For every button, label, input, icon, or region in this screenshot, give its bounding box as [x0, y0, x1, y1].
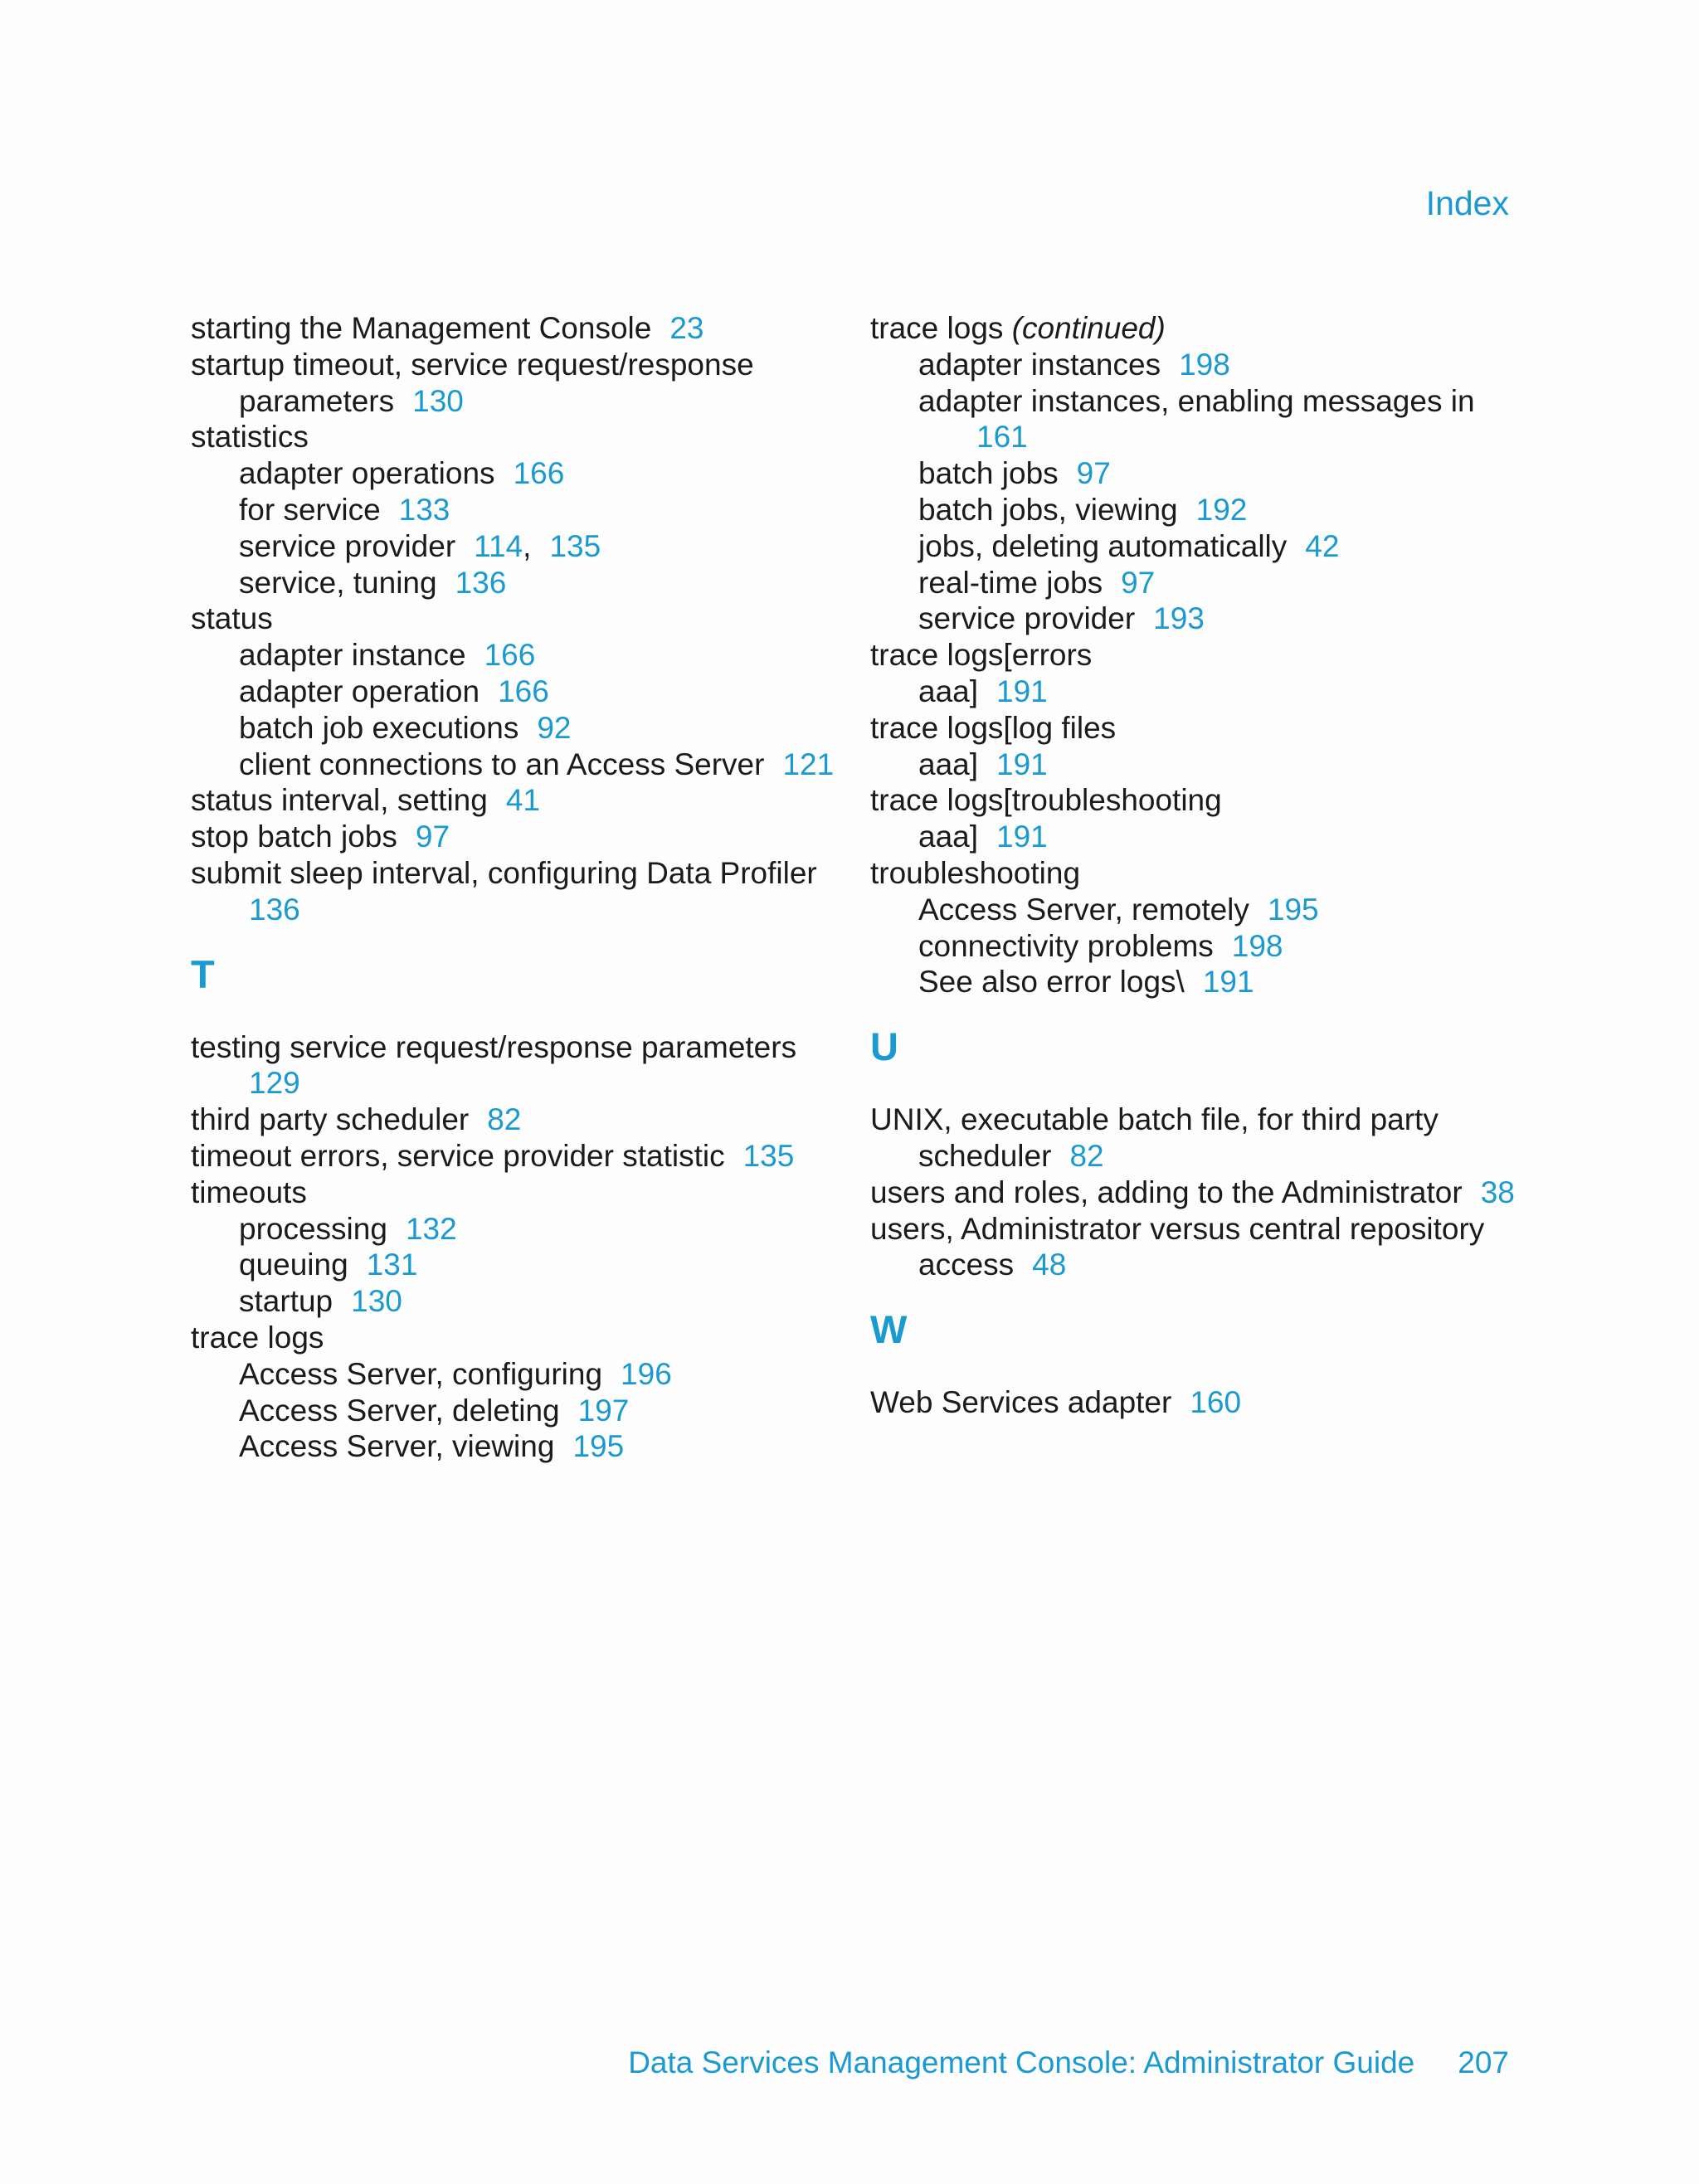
- index-entry: [191, 1029, 838, 1066]
- running-header: Index: [1425, 184, 1509, 222]
- index-entry: [870, 782, 1534, 819]
- page-reference: 195: [572, 1429, 625, 1464]
- index-entry: [870, 710, 1534, 747]
- index-subentry: [870, 565, 1534, 601]
- index-subentry: [191, 455, 838, 492]
- entry-term: statistics: [191, 420, 309, 455]
- entry-term: processing: [239, 1211, 387, 1246]
- entry-term: aaa]: [918, 747, 979, 781]
- index-column-left: [191, 310, 838, 1465]
- index-entry: [191, 419, 838, 455]
- entry-continuation: [870, 747, 1534, 783]
- page-reference: 135: [549, 528, 601, 563]
- entry-continuation: [191, 892, 838, 928]
- continued-heading: [870, 310, 1534, 347]
- entry-term: third party scheduler: [191, 1102, 470, 1137]
- entry-term: status: [191, 601, 273, 636]
- entry-term: scheduler: [918, 1138, 1052, 1173]
- entry-term: aaa]: [918, 674, 979, 708]
- entry-term: for service: [239, 492, 381, 527]
- entry-continuation: [870, 819, 1534, 855]
- entry-term: adapter instance: [239, 638, 466, 673]
- index-subentry: [191, 565, 838, 601]
- page-reference: 191: [996, 747, 1048, 781]
- entry-term: testing service request/response parameters: [191, 1029, 797, 1064]
- page-reference: 161: [976, 420, 1028, 455]
- page-reference: 198: [1231, 928, 1283, 963]
- page-reference: 198: [1179, 347, 1230, 382]
- entry-term: submit sleep interval, configuring Data Profiler: [191, 855, 817, 890]
- index-entry: [191, 1102, 838, 1138]
- index-entry: [191, 782, 838, 819]
- page-reference: 197: [577, 1393, 630, 1428]
- page-reference: 82: [1069, 1138, 1104, 1173]
- entry-term: jobs, deleting automatically: [918, 528, 1288, 563]
- entry-term: UNIX, executable batch file, for third party: [870, 1102, 1439, 1137]
- entry-term: adapter instances, enabling messages in: [918, 383, 1475, 418]
- index-subentry: [870, 601, 1534, 637]
- page-reference: 97: [1121, 565, 1156, 600]
- index-subentry: [191, 747, 838, 783]
- footer-title: Data Services Management Console: Administrator Guide: [628, 2045, 1415, 2079]
- entry-term: service provider: [918, 601, 1136, 636]
- entry-term: trace logs[log files: [870, 710, 1117, 745]
- page-number: 207: [1458, 2045, 1509, 2079]
- entry-term: status interval, setting: [191, 783, 488, 818]
- entry-term: parameters: [239, 383, 395, 418]
- entry-term: Web Services adapter: [870, 1385, 1172, 1420]
- entry-term: trace logs[troubleshooting: [870, 783, 1222, 818]
- page-reference: 131: [366, 1248, 418, 1282]
- entry-term: timeouts: [191, 1175, 307, 1209]
- page-reference: 48: [1032, 1248, 1067, 1282]
- entry-term: adapter operation: [239, 674, 480, 708]
- page-reference: 97: [415, 820, 450, 854]
- page-reference: 166: [498, 674, 549, 708]
- page-reference: 166: [484, 638, 536, 673]
- entry-term: starting the Management Console: [191, 311, 652, 345]
- index-group-s: [191, 310, 838, 928]
- page-reference: 166: [513, 456, 565, 491]
- continued-heading-text: trace logs: [870, 311, 1004, 345]
- index-subentry: [870, 928, 1534, 965]
- entry-term: Access Server, viewing: [239, 1429, 555, 1464]
- entry-term: adapter instances: [918, 347, 1161, 382]
- page-reference: 133: [398, 492, 450, 527]
- index-subentry: [870, 455, 1534, 492]
- letter-heading-u: U: [870, 1024, 898, 1069]
- letter-heading-w: W: [870, 1307, 908, 1352]
- entry-term: service, tuning: [239, 565, 437, 600]
- index-subentry: [191, 492, 838, 528]
- entry-continuation: [191, 1065, 838, 1102]
- entry-term: Access Server, remotely: [918, 892, 1249, 927]
- index-subentry: [870, 383, 1534, 420]
- index-entry: [191, 819, 838, 855]
- entry-term: trace logs[errors: [870, 638, 1093, 673]
- page-footer: [628, 2045, 1509, 2080]
- index-subentry: [191, 710, 838, 747]
- entry-term: queuing: [239, 1248, 348, 1282]
- index-entry: [870, 1175, 1534, 1211]
- entry-term: connectivity problems: [918, 928, 1214, 963]
- index-subentry: [870, 964, 1534, 1000]
- index-subentry: [870, 892, 1534, 928]
- entry-term: startup: [239, 1284, 333, 1319]
- entry-term: timeout errors, service provider statistic: [191, 1138, 725, 1173]
- page-reference: 191: [1202, 965, 1254, 1000]
- index-subentry: [191, 637, 838, 674]
- entry-term: adapter operations: [239, 456, 495, 491]
- entry-term: aaa]: [918, 820, 979, 854]
- page-reference: 136: [455, 565, 507, 600]
- entry-term: real-time jobs: [918, 565, 1103, 600]
- entry-term: client connections to an Access Server: [239, 747, 765, 781]
- entry-term: batch jobs, viewing: [918, 492, 1178, 527]
- page-reference: 130: [351, 1284, 402, 1319]
- page-reference: 191: [996, 820, 1048, 854]
- entry-term: stop batch jobs: [191, 820, 397, 854]
- entry-continuation: [870, 1247, 1534, 1283]
- index-entry: [191, 310, 838, 347]
- index-subentry: [191, 1247, 838, 1283]
- index-entry: [191, 855, 838, 892]
- page-reference: 130: [412, 383, 464, 418]
- entry-continuation: [870, 419, 1534, 455]
- index-subentry: [191, 1283, 838, 1320]
- continued-label: (continued): [1011, 311, 1166, 345]
- index-entry: [870, 637, 1534, 674]
- entry-continuation: [870, 674, 1534, 710]
- page-reference: 129: [249, 1066, 300, 1101]
- entry-term: startup timeout, service request/response: [191, 347, 754, 382]
- page-separator: ,: [523, 528, 532, 563]
- index-subentry: [191, 674, 838, 710]
- entry-term: users and roles, adding to the Administrator: [870, 1175, 1463, 1209]
- index-subentry: [191, 528, 838, 565]
- index-subentry: [870, 347, 1534, 383]
- index-subentry: [870, 492, 1534, 528]
- entry-continuation: [870, 1138, 1534, 1175]
- page-reference: 191: [996, 674, 1048, 708]
- index-subentry: [870, 528, 1534, 565]
- index-entry: [191, 601, 838, 637]
- page-reference: 121: [782, 747, 835, 781]
- entry-term: batch job executions: [239, 710, 519, 745]
- index-entry: [870, 1384, 1534, 1421]
- index-entry: [191, 1138, 838, 1175]
- entry-term: trace logs: [191, 1320, 324, 1355]
- page-reference: 82: [487, 1102, 522, 1137]
- entry-term: batch jobs: [918, 456, 1059, 491]
- page-reference: 192: [1195, 492, 1248, 527]
- index-subentry: [191, 1211, 838, 1248]
- index-group-t-continued: [870, 347, 1534, 1000]
- page-reference: 41: [505, 783, 540, 818]
- entry-term: Access Server, configuring: [239, 1356, 603, 1391]
- entry-term: Access Server, deleting: [239, 1393, 560, 1428]
- entry-term: access: [918, 1248, 1015, 1282]
- page-reference: 136: [249, 892, 300, 927]
- index-entry: [191, 1320, 838, 1356]
- page-reference: 132: [405, 1211, 457, 1246]
- page-reference: 160: [1190, 1385, 1242, 1420]
- index-subentry: [191, 1356, 838, 1393]
- page-reference: 196: [621, 1356, 672, 1391]
- page-reference: 97: [1076, 456, 1111, 491]
- entry-term: service provider: [239, 528, 456, 563]
- index-entry: [870, 1211, 1534, 1248]
- index-group-t: [191, 1029, 838, 1466]
- entry-term: troubleshooting: [870, 855, 1081, 890]
- page-reference: 195: [1267, 892, 1319, 927]
- index-entry: [870, 855, 1534, 892]
- page-reference: 38: [1480, 1175, 1515, 1209]
- index-entry: [870, 1102, 1534, 1138]
- page-reference: 23: [669, 311, 704, 345]
- entry-continuation: [191, 383, 838, 420]
- page-reference: 135: [742, 1138, 795, 1173]
- page-reference: 42: [1305, 528, 1340, 563]
- index-column-right: [870, 310, 1534, 1421]
- page-reference: 92: [537, 710, 572, 745]
- index-subentry: [191, 1393, 838, 1429]
- entry-term: users, Administrator versus central repository: [870, 1211, 1485, 1246]
- letter-heading-t: T: [191, 951, 215, 996]
- index-group-u: [870, 1102, 1534, 1283]
- index-subentry: [191, 1428, 838, 1465]
- index-entry: [191, 347, 838, 383]
- page-reference: 114: [474, 528, 523, 563]
- page-reference: 193: [1153, 601, 1205, 636]
- index-group-w: [870, 1384, 1534, 1421]
- entry-term: See also error logs\: [918, 965, 1185, 1000]
- index-entry: [191, 1175, 838, 1211]
